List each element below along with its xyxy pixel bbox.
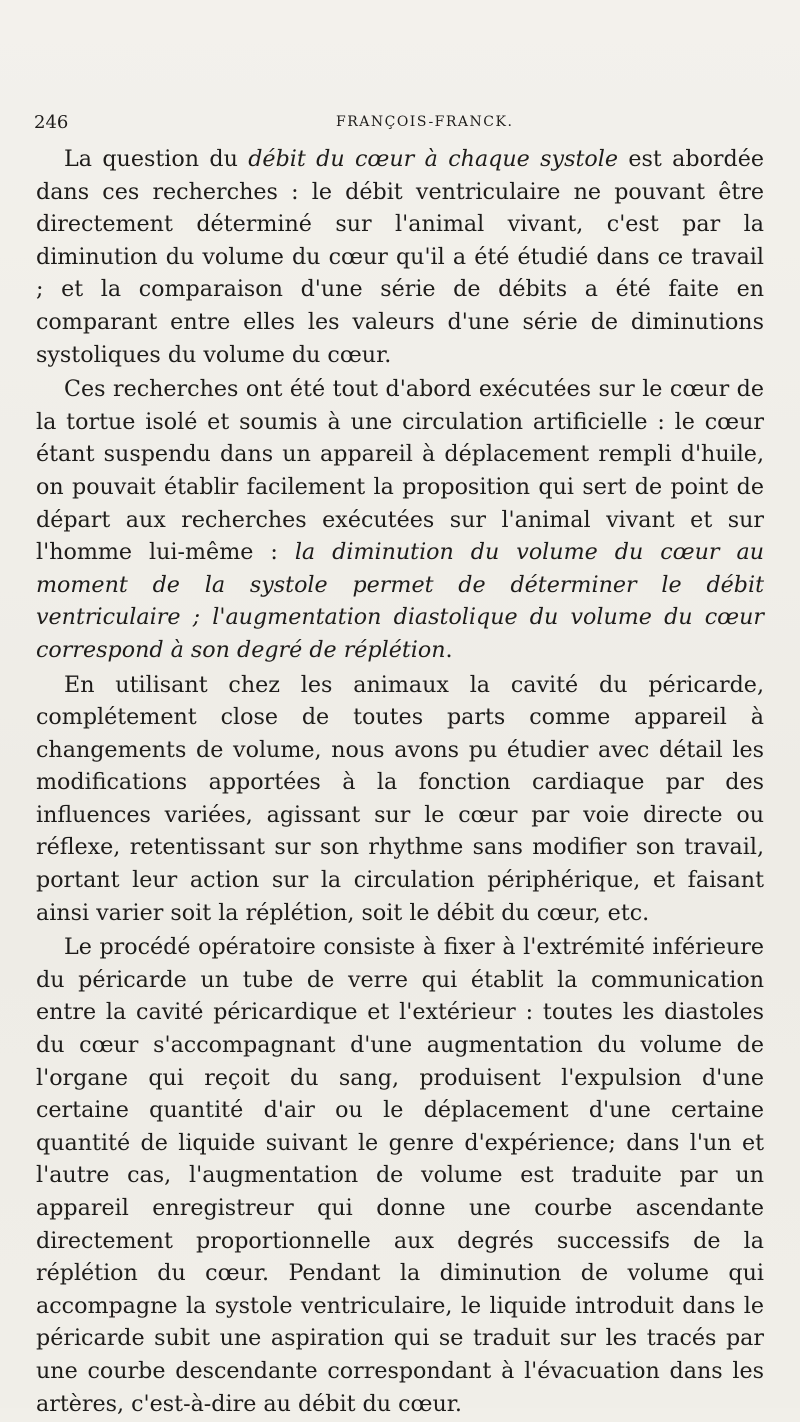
paragraph-3 (36, 669, 764, 930)
paragraph-2-text-a: Ces recherches ont été tout d'abord exécutées sur le cœur de la tortue isolé et soumis à une circulation artificielle : le cœur étant suspendu dans un appareil à déplacement rempli d'huile, on pouvait établir facilement la proposition qui sert de point de départ aux recherches exécutées sur l'animal vivant et sur l'homme lui-même : (36, 376, 764, 566)
paragraph-1-italic: débit du cœur à chaque systole (248, 146, 618, 172)
paragraph-2-italic: la diminution du volume du cœur au moment de la systole permet de déterminer le débit ventriculaire ; l'augmentation diastolique du volume du cœur correspond à son degré de réplétion (36, 539, 764, 663)
paragraph-1-text-a: La question du (64, 146, 249, 172)
paragraph-3-text: En utilisant chez les animaux la cavité du péricarde, complétement close de toutes parts comme appareil à changements de volume, nous avons pu étudier avec détail les modifications apportées à la fonction cardiaque par des influences variées, agissant sur le cœur par voie directe ou réflexe, retentissant sur son rhythme sans modifier son travail, portant leur action sur la circulation périphérique, et faisant ainsi varier soit la réplétion, soit le débit du cœur, etc. (36, 671, 764, 926)
paragraph-1-text-c: est abordée dans ces recherches : le débit ventriculaire ne pouvant être directement déterminé sur l'animal vivant, c'est par la diminution du volume du cœur qu'il a été étudié dans ce travail ; et la comparaison d'une série de débits a été faite en comparant entre elles les valeurs d'une série de diminutions systoliques du volume du cœur. (36, 146, 764, 368)
body-text (36, 143, 764, 1422)
paragraph-2 (36, 373, 764, 666)
page-header (34, 112, 740, 138)
paragraph-4 (36, 931, 764, 1420)
paragraph-2-text-c: . (445, 636, 453, 663)
paragraph-4-text: Le procédé opératoire consiste à fixer à l'extrémité inférieure du péricarde un tube de verre qui établit la communication entre la cavité péricardique et l'extérieur : toutes les diastoles du cœur s'accompagnant d'une augmentation du volume de l'organe qui reçoit du sang, produisent l'expulsion d'une certaine quantité d'air ou le déplacement d'une certaine quantité de liquide suivant le genre d'expérience; dans l'un et l'autre cas, l'augmentation de volume est traduite par un appareil enregistreur qui donne une courbe ascendante directement proportionnelle aux degrés successifs de la réplétion du cœur. Pendant la diminution de volume qui accompagne la systole ventriculaire, le liquide introduit dans le péricarde subit une aspiration qui se traduit sur les tracés par une courbe descendante correspondant à l'évacuation dans les artères, c'est-à-dire au débit du cœur. (36, 934, 764, 1417)
paragraph-1 (36, 143, 764, 371)
running-head: FRANÇOIS-FRANCK. (336, 114, 514, 130)
page-number: 246 (34, 112, 69, 133)
